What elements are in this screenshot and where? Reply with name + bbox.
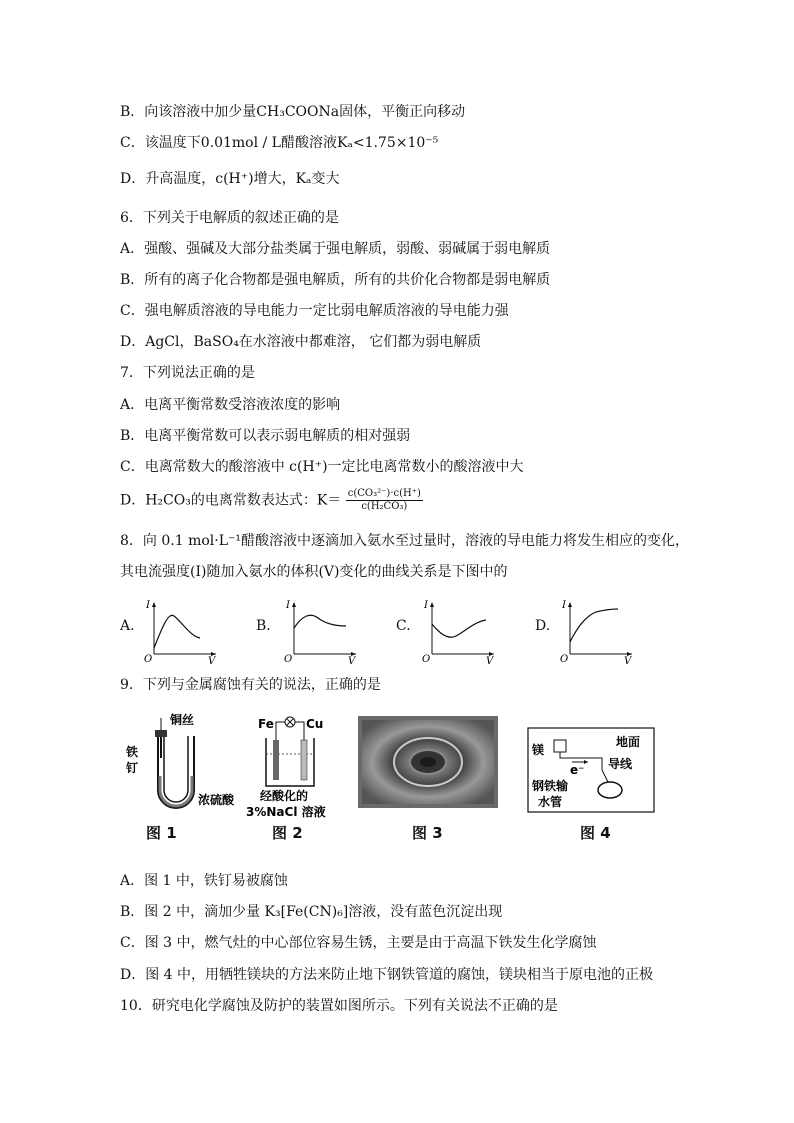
q7-option-d-prefix: D．H₂CO₃的电离常数表达式：K＝ (120, 492, 342, 509)
figure-4-sacrificial-anode (526, 726, 658, 816)
figure-3-gas-stove-photo (358, 716, 498, 808)
ionization-constant-fraction (346, 488, 423, 513)
graph-option-a-label: A. (120, 618, 135, 634)
graph-option-c (418, 598, 498, 664)
q7-option-c: C．电离常数大的酸溶液中 c(H⁺)一定比电离常数小的酸溶液中大 (120, 459, 524, 475)
graph-d-y-label: I (562, 600, 566, 611)
graph-option-d (556, 598, 636, 664)
q6-option-d: D．AgCl，BaSO₄在水溶液中都难溶， 它们都为弱电解质 (120, 334, 482, 350)
q9-figures (0, 712, 794, 852)
graph-a-origin: O (144, 654, 153, 664)
q9-option-c: C．图 3 中，燃气灶的中心部位容易生锈，主要是由于高温下铁发生化学腐蚀 (120, 935, 597, 951)
fig2-fe-label: Fe (258, 717, 274, 731)
fig2-solution-label-2: 3%NaCl 溶液 (246, 805, 326, 819)
graph-d-origin: O (560, 654, 569, 664)
figure-3-caption: 图 3 (412, 824, 443, 842)
fraction-numerator: c(CO₃²⁻)·c(H⁺) (347, 488, 421, 499)
fig4-electron-label: e⁻ (570, 763, 585, 777)
q5-option-b: B．向该溶液中加少量CH₃COONa固体，平衡正向移动 (120, 104, 466, 120)
graph-c-origin: O (422, 654, 431, 664)
figure-1-u-tube (120, 712, 250, 820)
fig4-ground-label: 地面 (616, 735, 641, 749)
q8-stem-line1: 8．向 0.1 mol·L⁻¹醋酸溶液中逐滴加入氨水至过量时，溶液的导电能力将发生相应的变化， (120, 533, 690, 549)
graph-b-x-label: V (348, 656, 356, 664)
fe-electrode-icon (273, 740, 279, 780)
graph-option-a (140, 598, 220, 664)
graph-a-x-label: V (208, 656, 216, 664)
q9-option-a: A．图 1 中，铁钉易被腐蚀 (120, 873, 288, 889)
q7-option-a: A．电离平衡常数受溶液浓度的影响 (120, 397, 341, 413)
fig1-nail-label-1: 铁 (126, 745, 139, 759)
graph-b-origin: O (284, 654, 293, 664)
graph-option-b-label: B. (256, 618, 271, 634)
cu-electrode-icon (301, 740, 307, 780)
graph-c-x-label: V (486, 656, 494, 664)
q7-option-d (120, 488, 423, 513)
figure-2-galvanic-cell (240, 712, 340, 824)
fig4-wire-label: 导线 (608, 757, 633, 771)
fraction-denominator: c(H₂CO₃) (361, 501, 408, 512)
q5-option-d: D．升高温度，c(H⁺)增大，Kₐ变大 (120, 171, 340, 187)
q10-stem: 10．研究电化学腐蚀及防护的装置如图所示。下列有关说法不正确的是 (120, 998, 558, 1014)
figure-2-caption: 图 2 (272, 824, 303, 842)
magnesium-block-icon (554, 740, 566, 752)
fig1-nail-label-2: 钉 (126, 761, 139, 775)
q9-option-d: D．图 4 中，用牺牲镁块的方法来防止地下钢铁管道的腐蚀，镁块相当于原电池的正极 (120, 967, 654, 983)
fig2-solution-label-1: 经酸化的 (260, 789, 309, 803)
q6-option-c: C．强电解质溶液的导电能力一定比弱电解质溶液的导电能力强 (120, 303, 509, 319)
stopper-icon (155, 730, 167, 737)
q7-option-b: B．电离平衡常数可以表示弱电解质的相对强弱 (120, 428, 411, 444)
steel-pipe-icon (598, 782, 622, 798)
fig1-wire-label: 铜丝 (170, 713, 195, 727)
q5-option-c: C．该温度下0.01mol / L醋酸溶液Kₐ<1.75×10⁻⁵ (120, 135, 439, 151)
q9-stem: 9．下列与金属腐蚀有关的说法，正确的是 (120, 677, 381, 693)
fig4-mg-label: 镁 (532, 743, 545, 757)
q6-stem: 6．下列关于电解质的叙述正确的是 (120, 210, 339, 226)
fig4-pipe-label-2: 水管 (538, 795, 563, 809)
fig1-acid-label: 浓硫酸 (198, 793, 235, 807)
figure-4-caption: 图 4 (580, 824, 611, 842)
graph-c-y-label: I (424, 600, 428, 611)
q9-option-b: B．图 2 中，滴加少量 K₃[Fe(CN)₆]溶液，没有蓝色沉淀出现 (120, 904, 503, 920)
graph-d-x-label: V (624, 656, 632, 664)
q8-graph-options (0, 598, 794, 670)
q8-stem-line2: 其电流强度(I)随加入氨水的体积(V)变化的曲线关系是下图中的 (120, 564, 508, 580)
figure-1-caption: 图 1 (146, 824, 177, 842)
q6-option-b: B．所有的离子化合物都是强电解质，所有的共价化合物都是弱电解质 (120, 272, 551, 288)
fig2-cu-label: Cu (306, 717, 324, 731)
graph-b-y-label: I (286, 600, 290, 611)
q7-stem: 7．下列说法正确的是 (120, 365, 255, 381)
graph-option-d-label: D. (535, 618, 551, 634)
graph-option-b (280, 598, 360, 664)
graph-option-c-label: C. (396, 618, 411, 634)
fig4-pipe-label-1: 钢铁输 (532, 779, 569, 793)
graph-a-y-label: I (146, 600, 150, 611)
q6-option-a: A．强酸、强碱及大部分盐类属于强电解质，弱酸、弱碱属于弱电解质 (120, 241, 551, 257)
